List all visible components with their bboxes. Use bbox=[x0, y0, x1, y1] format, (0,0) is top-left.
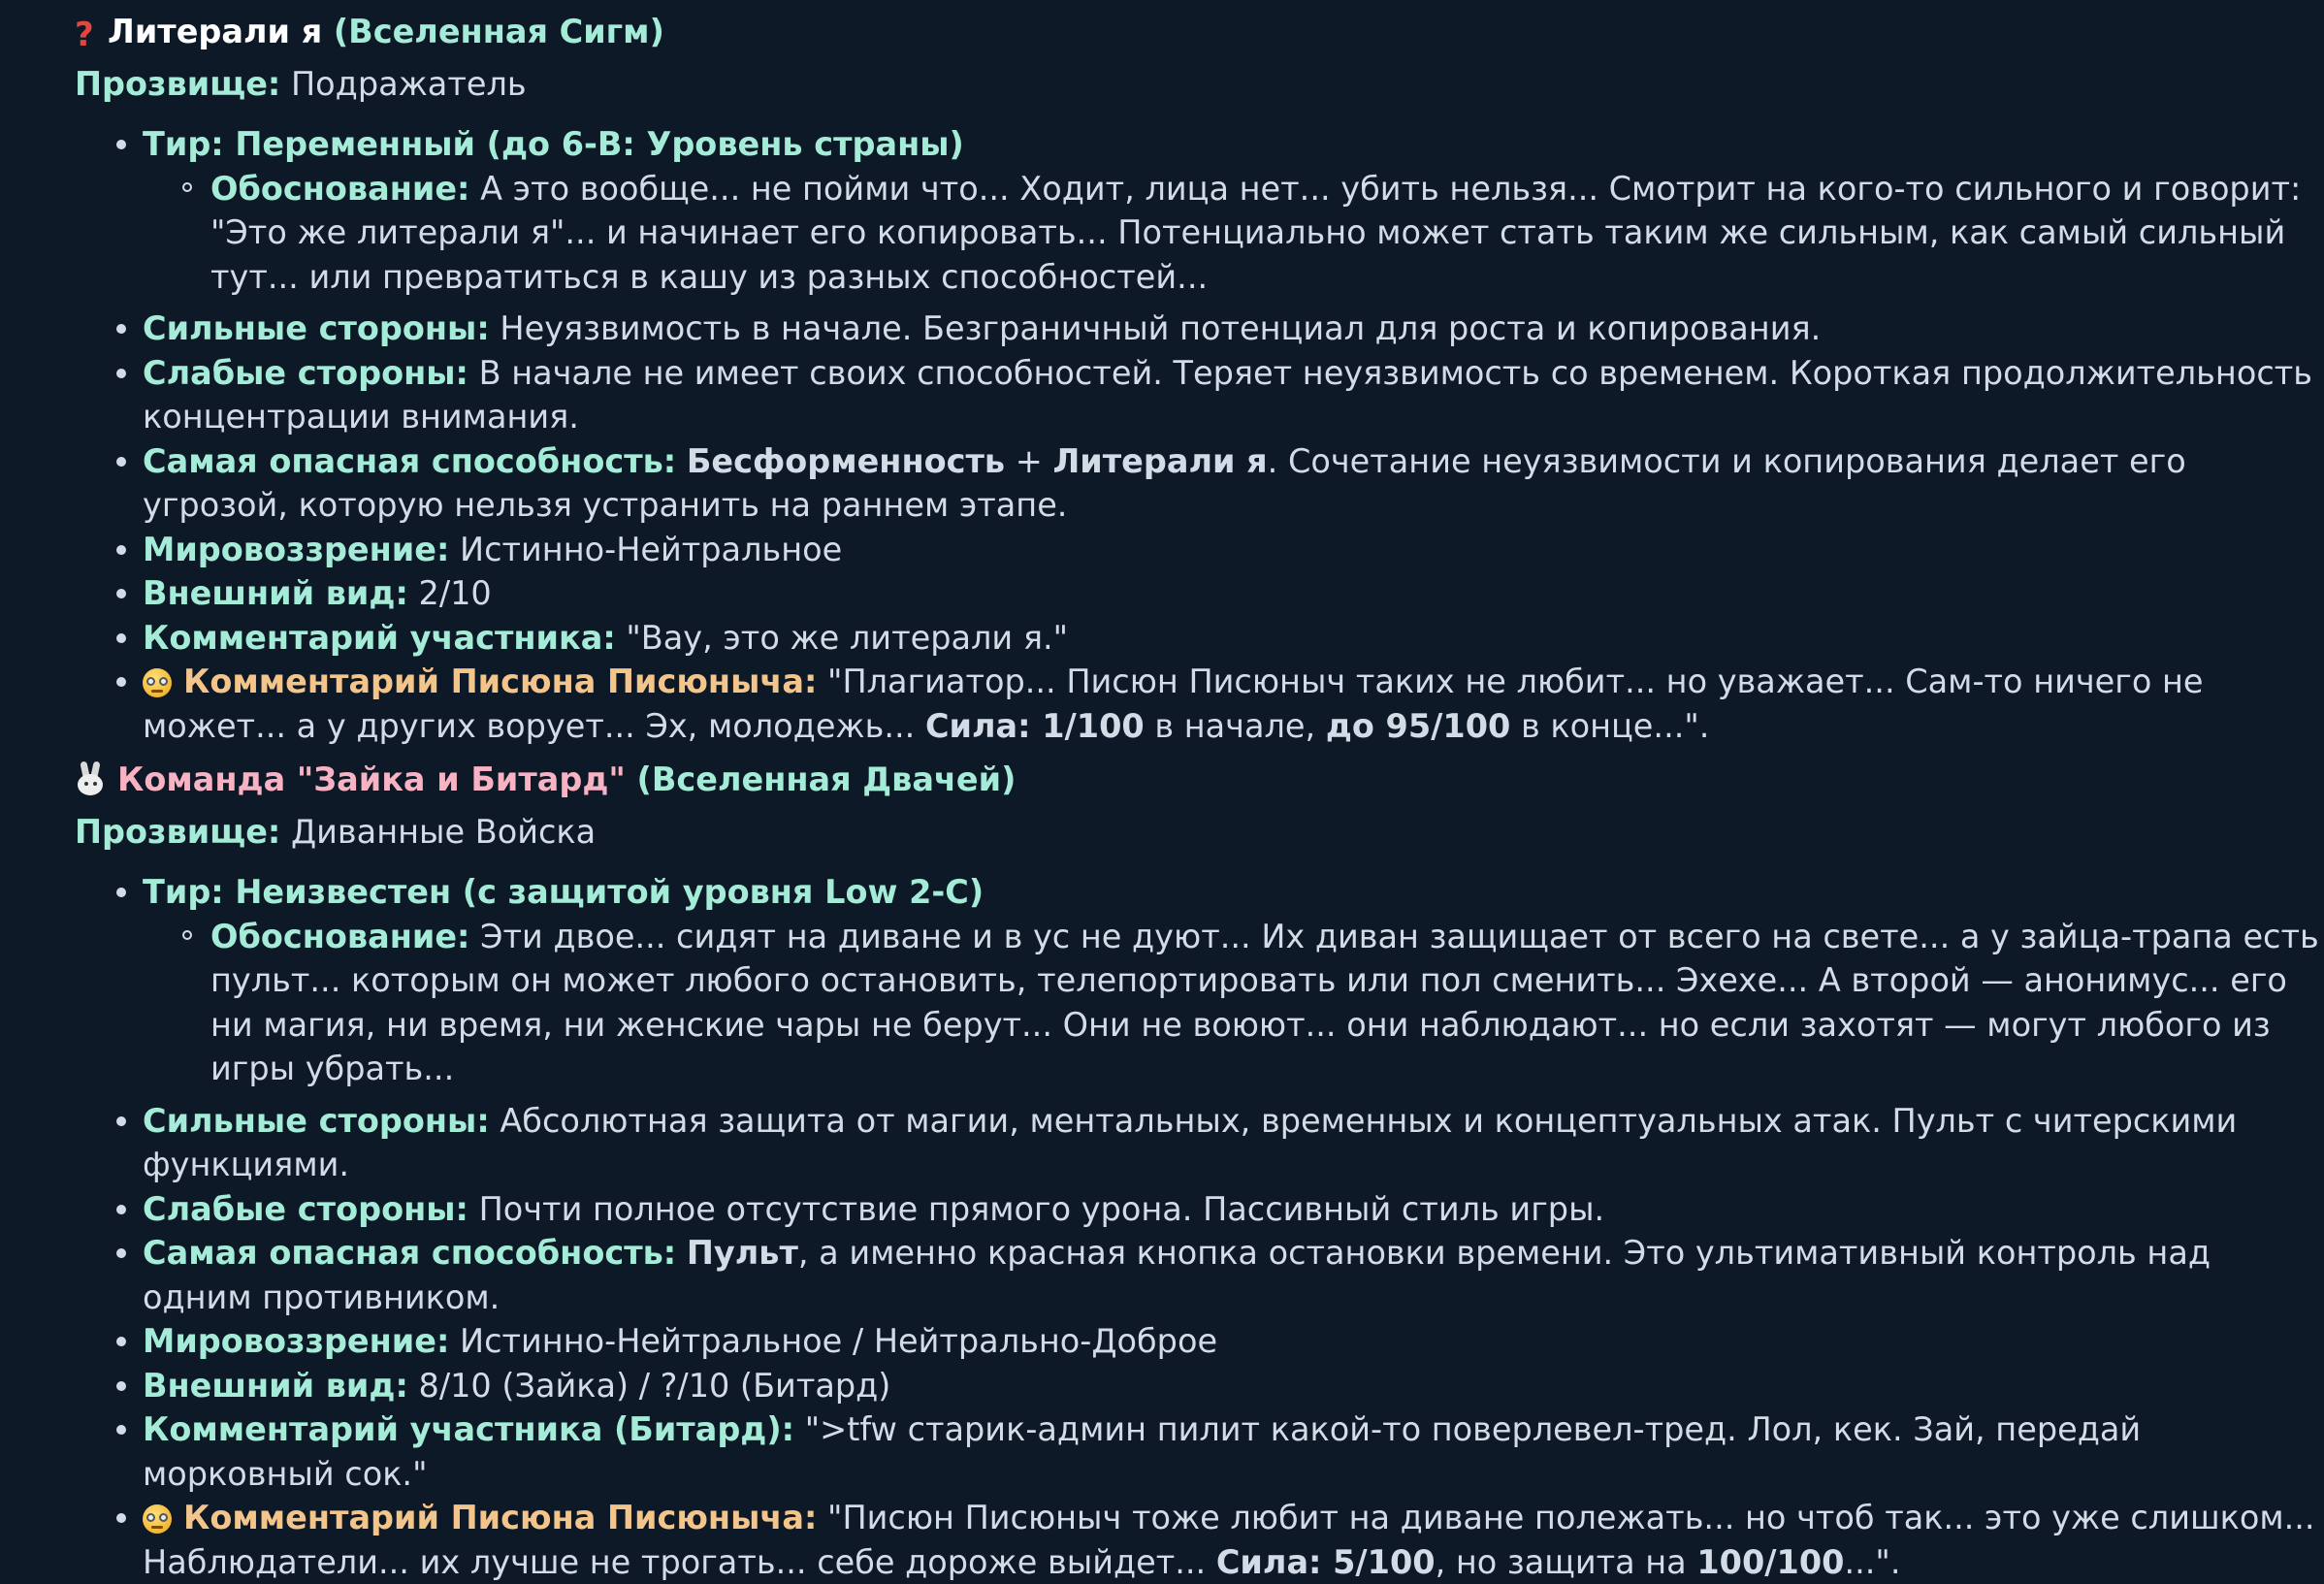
pisyun-power-1: Сила: 1/100 bbox=[924, 706, 1145, 745]
nickname-label: Прозвище: bbox=[75, 813, 281, 851]
pisyun-comment-text-3: ...". bbox=[1844, 1542, 1901, 1581]
character-stats-list bbox=[75, 122, 2324, 748]
looks-label: Внешний вид: bbox=[143, 1366, 408, 1405]
weaknesses-label: Слабые стороны: bbox=[143, 1189, 468, 1228]
nickname-label: Прозвище: bbox=[75, 65, 281, 103]
strengths-label: Сильные стороны: bbox=[143, 1101, 490, 1140]
pisyun-power-2: до 95/100 bbox=[1325, 706, 1511, 745]
participant-comment-label: Комментарий участника (Битард): bbox=[143, 1410, 795, 1448]
tier-sublist bbox=[143, 167, 2324, 300]
looks-label: Внешний вид: bbox=[143, 574, 408, 612]
participant-comment-text: ">tfw старик-админ пилит какой-то поверлевел-тред. Лол, кек. Зай, передай морковный сок." bbox=[143, 1410, 2142, 1493]
list-item-strengths bbox=[143, 307, 2324, 351]
strengths-text: Неуязвимость в начале. Безграничный потенциал для роста и копирования. bbox=[500, 309, 1822, 347]
rabbit-icon bbox=[75, 761, 106, 796]
participant-comment-label: Комментарий участника: bbox=[143, 618, 616, 657]
character-universe: (Вселенная Сигм) bbox=[333, 13, 664, 50]
strengths-text: Абсолютная защита от магии, ментальных, временных и концептуальных атак. Пульт с читерскими функциями. bbox=[143, 1101, 2238, 1183]
danger-label: Самая опасная способность: bbox=[143, 441, 677, 480]
list-item-tier bbox=[143, 870, 2324, 1091]
alignment-value: Истинно-Нейтральное bbox=[460, 530, 843, 568]
danger-label: Самая опасная способность: bbox=[143, 1234, 677, 1272]
nickname-line bbox=[75, 62, 2324, 107]
list-item-pisyun-comment bbox=[143, 660, 2324, 748]
justification-label: Обоснование: bbox=[210, 917, 470, 955]
weaknesses-text: Почти полное отсутствие прямого урона. Пассивный стиль игры. bbox=[478, 1189, 1605, 1228]
character-stats-list bbox=[75, 870, 2324, 1584]
list-item-looks bbox=[143, 571, 2324, 616]
danger-ability-1: Пульт bbox=[686, 1234, 798, 1272]
participant-comment-text: "Вау, это же литерали я." bbox=[626, 618, 1069, 657]
list-item-justification bbox=[210, 167, 2324, 300]
danger-text: , а именно красная кнопка остановки времени. Это ультимативный контроль над одним противником. bbox=[143, 1234, 2211, 1316]
weaknesses-text: В начале не имеет своих способностей. Теряет неуязвимость со временем. Короткая продолжительность концентрации внимания. bbox=[143, 353, 2313, 436]
list-item-alignment bbox=[143, 1319, 2324, 1364]
pisyun-comment-label: Комментарий Писюна Писюныча: bbox=[183, 1499, 818, 1536]
list-item-weaknesses bbox=[143, 1187, 2324, 1232]
list-item-justification bbox=[210, 915, 2324, 1091]
justification-text: А это вообще... не пойми что... Ходит, лица нет... убить нельзя... Смотрит на кого-то сильного и говорит: "Это же литерали я"... и начинает его копировать... Потенциально может стать таким же сильным, как самый сильный тут... или превратиться в кашу из разных способностей... bbox=[210, 169, 2302, 296]
strengths-label: Сильные стороны: bbox=[143, 309, 490, 347]
pisyun-comment-text-1: "Плагиатор... Писюн Писюныч таких не любит... но уважает... Сам-то ничего не может... а у других ворует... Эх, молодежь... bbox=[143, 663, 2204, 745]
pisyun-comment-label: Комментарий Писюна Писюныча: bbox=[183, 663, 818, 700]
list-item-weaknesses bbox=[143, 351, 2324, 439]
pisyun-comment-text-2: в начале, bbox=[1144, 706, 1326, 745]
alignment-label: Мировоззрение: bbox=[143, 1322, 450, 1360]
list-item-strengths bbox=[143, 1099, 2324, 1187]
danger-ability-2: Литерали я bbox=[1052, 441, 1268, 480]
nickname-line bbox=[75, 810, 2324, 855]
pisyun-comment-text-2: , но защита на bbox=[1435, 1542, 1697, 1581]
character-name: Команда "Зайка и Битард" bbox=[117, 760, 626, 798]
character-title bbox=[75, 0, 2324, 52]
justification-label: Обоснование: bbox=[210, 169, 470, 208]
list-item-pisyun-comment bbox=[143, 1496, 2324, 1584]
list-item-alignment bbox=[143, 528, 2324, 572]
character-title bbox=[75, 748, 2324, 800]
alignment-label: Мировоззрение: bbox=[143, 530, 450, 568]
pisyun-comment-text-3: в конце...". bbox=[1510, 706, 1710, 745]
weaknesses-label: Слабые стороны: bbox=[143, 353, 468, 392]
tier-sublist bbox=[143, 915, 2324, 1091]
danger-ability-1: Бесформенность bbox=[686, 441, 1006, 480]
character-universe: (Вселенная Двачей) bbox=[636, 760, 1017, 798]
tier-text: Тир: Неизвестен (с защитой уровня Low 2-C) bbox=[143, 873, 984, 911]
list-item-danger bbox=[143, 439, 2324, 528]
list-item-looks bbox=[143, 1364, 2324, 1408]
nerd-face-icon bbox=[143, 668, 172, 697]
justification-text: Эти двое... сидят на диване и в ус не дуют... Их диван защищает от всего на свете... а у зайца-трапа есть пульт... которым он может любого остановить, телепортировать или пол сменить... Эхехе... А второй — анонимус... его ни магия, ни время, ни женские чары не берут... Они не воюют... они наблюдают... но если захотят — могут любого из игры убрать... bbox=[210, 917, 2319, 1087]
list-item-participant-comment bbox=[143, 1407, 2324, 1496]
question-mark-icon: ? bbox=[75, 16, 94, 54]
pisyun-comment-text-1: "Писюн Писюныч тоже любит на диване полежать... но чтоб так... это уже слишком... Наблюдатели... их лучше не трогать... себе дороже выйдет... bbox=[143, 1499, 2315, 1581]
list-item-participant-comment bbox=[143, 616, 2324, 661]
character-name: Литерали я bbox=[108, 13, 323, 50]
looks-value: 2/10 bbox=[418, 574, 492, 612]
list-item-tier bbox=[143, 122, 2324, 299]
looks-value: 8/10 (Зайка) / ?/10 (Битард) bbox=[418, 1366, 891, 1405]
danger-joiner: + bbox=[1005, 441, 1053, 480]
pisyun-power-1: Сила: 5/100 bbox=[1215, 1542, 1436, 1581]
nerd-face-icon bbox=[143, 1504, 172, 1534]
list-item-danger bbox=[143, 1231, 2324, 1319]
tier-text: Тир: Переменный (до 6-B: Уровень страны) bbox=[143, 125, 964, 163]
nickname-value: Подражатель bbox=[290, 65, 527, 103]
alignment-value: Истинно-Нейтральное / Нейтрально-Доброе bbox=[460, 1322, 1218, 1360]
nickname-value: Диванные Войска bbox=[290, 813, 597, 851]
danger-text: . Сочетание неуязвимости и копирования делает его угрозой, которую нельзя устранить на раннем этапе. bbox=[143, 441, 2186, 524]
pisyun-power-2: 100/100 bbox=[1696, 1542, 1845, 1581]
